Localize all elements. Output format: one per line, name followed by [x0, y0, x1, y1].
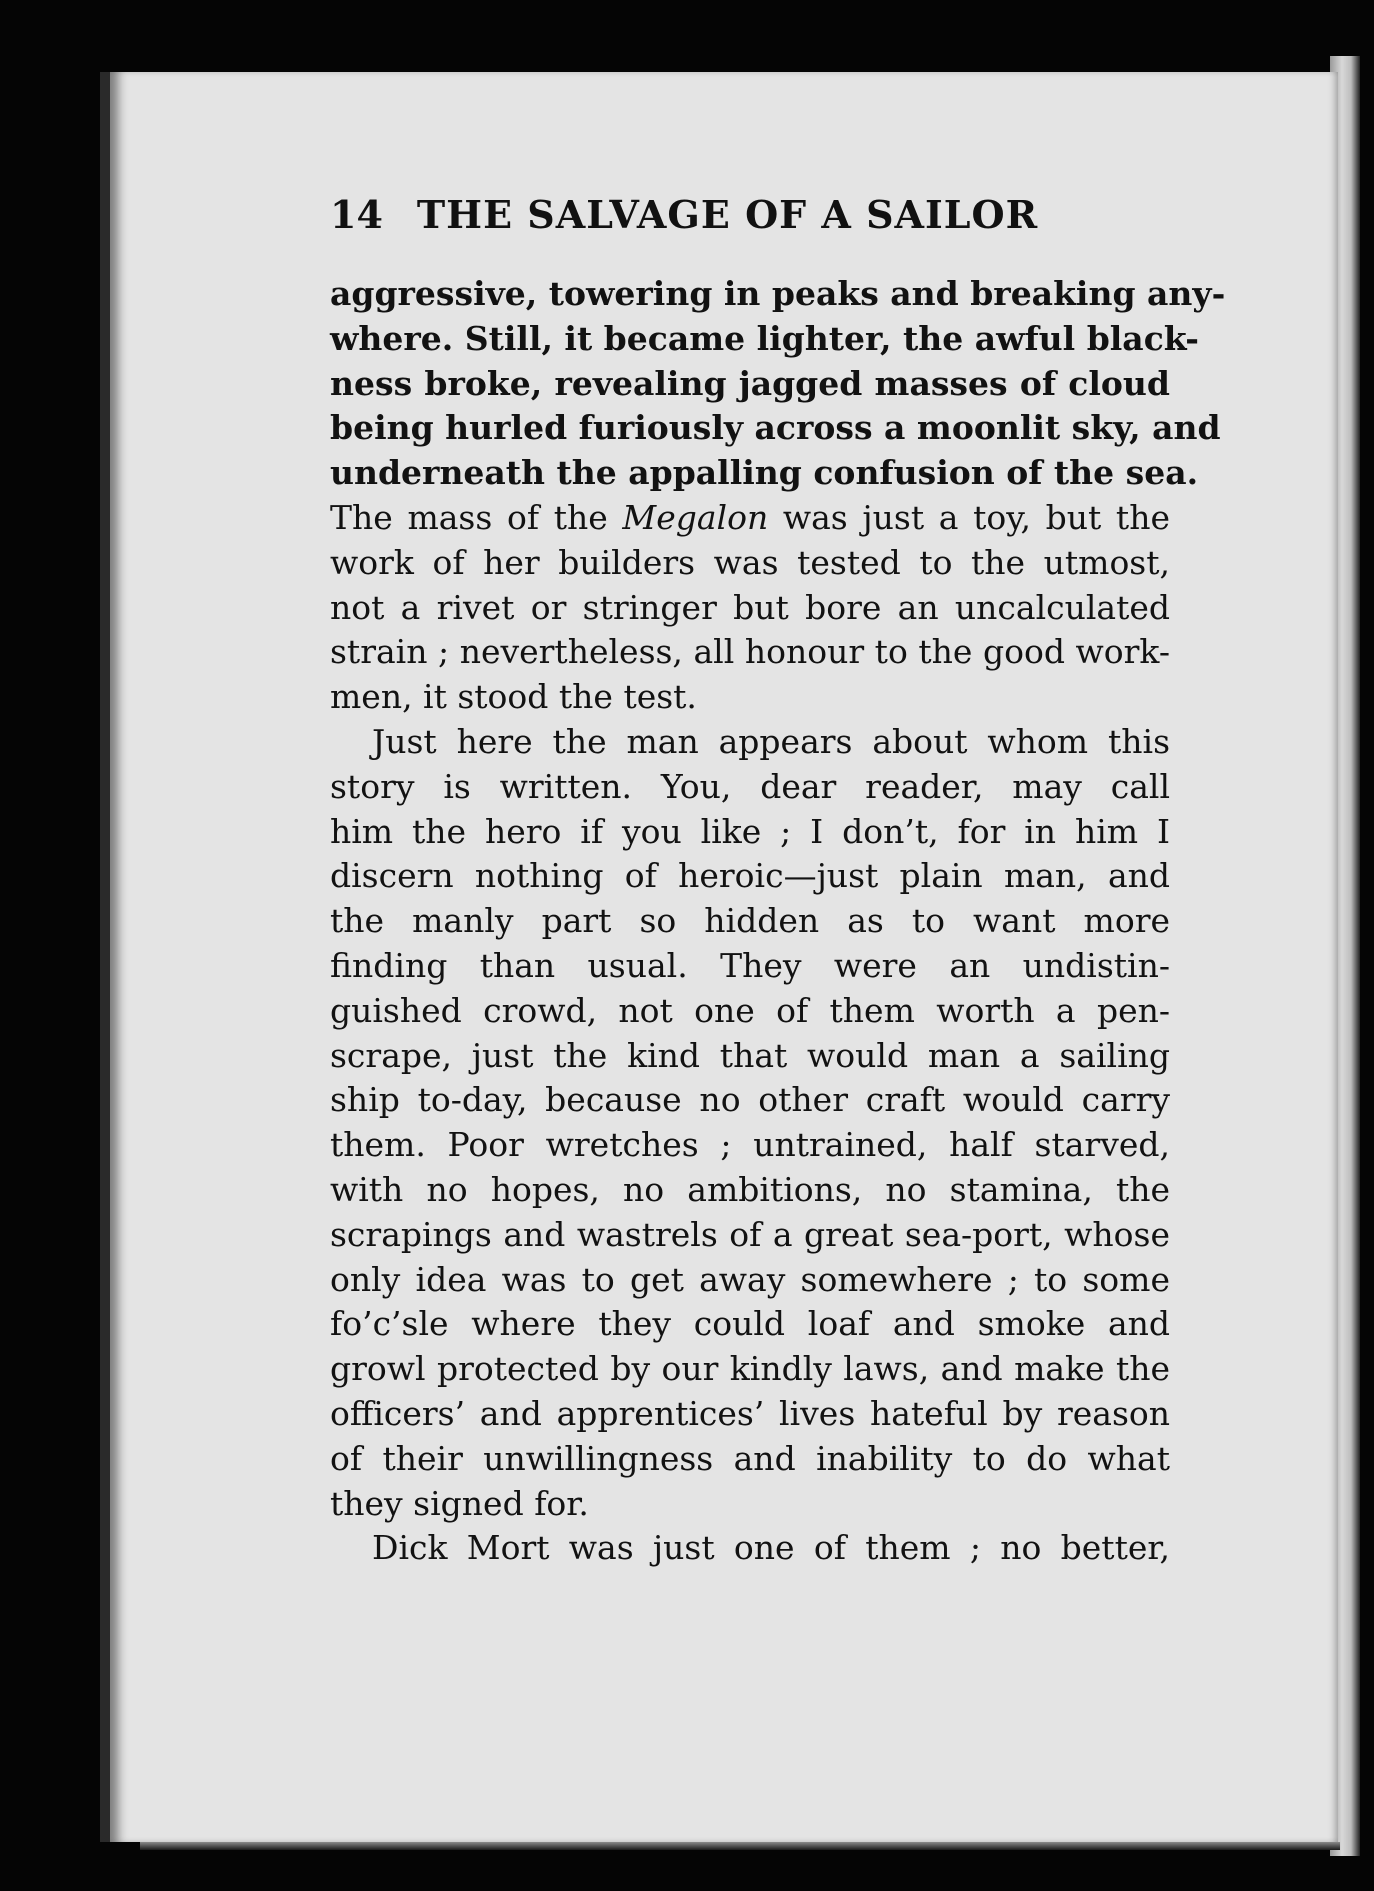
text-line: him the hero if you like ; I don’t, for in him I — [330, 811, 1170, 851]
text-line: with no hopes, no ambitions, no stamina, the — [330, 1169, 1170, 1209]
text-line: work of her builders was tested to the utmost, — [330, 542, 1170, 582]
text-line: Just here the man appears about whom this — [372, 721, 1170, 761]
text-line: scrape, just the kind that would man a sailing — [330, 1035, 1170, 1075]
text-line: they signed for. — [330, 1483, 589, 1523]
text-line: where. Still, it became lighter, the awful black- — [330, 318, 1200, 358]
text-line: finding than usual. They were an undistin- — [330, 945, 1170, 985]
text-line: not a rivet or stringer but bore an uncalculated — [330, 587, 1170, 627]
text-line: growl protected by our kindly laws, and make the — [330, 1349, 1170, 1389]
text-line — [330, 496, 1170, 541]
running-title: THE SALVAGE OF A SAILOR — [416, 192, 1039, 237]
text-fragment: The mass of the — [330, 497, 608, 537]
running-header — [330, 192, 1074, 237]
text-line: men, it stood the test. — [330, 677, 697, 717]
text-line: Dick Mort was just one of them ; no better, — [372, 1528, 1170, 1568]
text-line: underneath the appalling confusion of the sea. — [330, 453, 1199, 493]
text-line: of their unwillingness and inability to do what — [330, 1438, 1170, 1478]
text-fragment: was just a toy, but the — [782, 497, 1170, 537]
page-bottom-edge — [140, 1842, 1340, 1850]
text-line: discern nothing of heroic—just plain man, and — [330, 856, 1170, 896]
text-line: ship to-day, because no other craft would carry — [330, 1080, 1170, 1120]
text-line: the manly part so hidden as to want more — [330, 901, 1170, 941]
text-line: fo’c’sle where they could loaf and smoke and — [330, 1304, 1170, 1344]
text-line: strain ; nevertheless, all honour to the good work- — [330, 632, 1170, 672]
text-line: only idea was to get away somewhere ; to some — [330, 1259, 1170, 1299]
text-line: them. Poor wretches ; untrained, half starved, — [330, 1125, 1170, 1165]
page-number: 14 — [330, 192, 383, 237]
text-line: guished crowd, not one of them worth a pen- — [330, 990, 1170, 1030]
text-line: being hurled furiously across a moonlit sky, and — [330, 408, 1221, 448]
text-line: story is written. You, dear reader, may call — [330, 766, 1170, 806]
body-text — [330, 272, 1226, 1571]
text-line: aggressive, towering in peaks and breaking any- — [330, 274, 1226, 313]
text-line: scrapings and wastrels of a great sea-port, whose — [330, 1214, 1170, 1254]
text-line: officers’ and apprentices’ lives hateful by reason — [330, 1393, 1170, 1433]
ship-name-italic: Megalon — [622, 497, 769, 537]
text-line: ness broke, revealing jagged masses of cloud — [330, 363, 1170, 403]
